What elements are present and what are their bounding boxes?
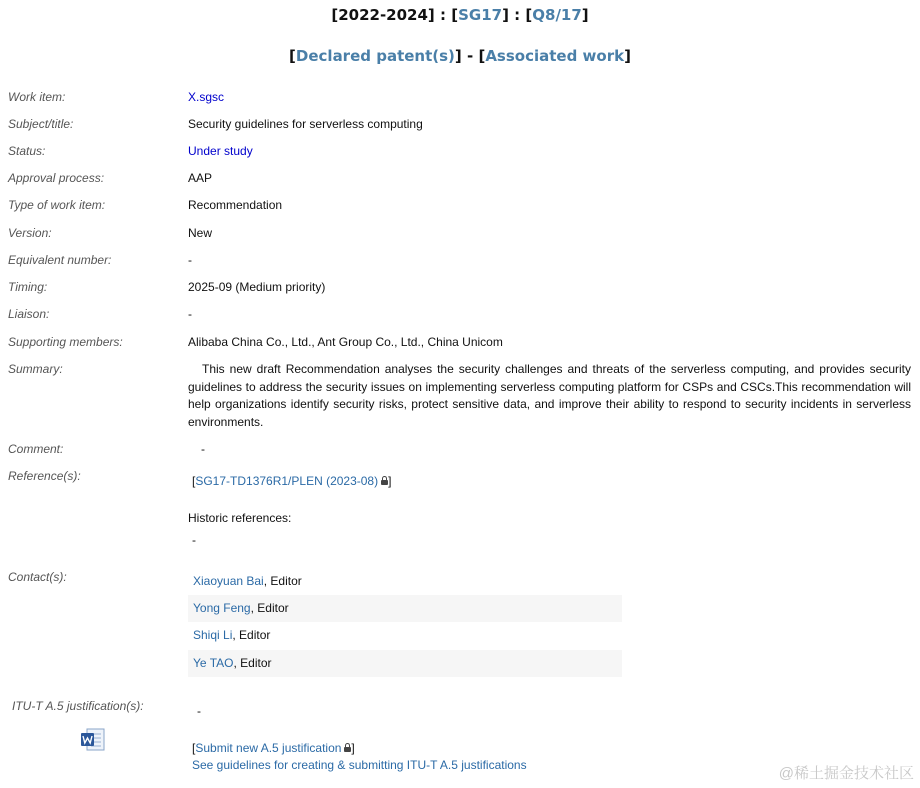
period-label: [2022-2024]: [331, 6, 435, 24]
supporting-label: Supporting members:: [8, 335, 123, 349]
type-label: Type of work item:: [8, 198, 106, 212]
approval-value: AAP: [188, 171, 213, 185]
contact-row: Xiaoyuan Bai, Editor: [193, 574, 302, 588]
historic-references-label: Historic references:: [188, 511, 292, 525]
references-label: Reference(s):: [8, 469, 81, 483]
timing-label: Timing:: [8, 280, 48, 294]
equivalent-label: Equivalent number:: [8, 253, 112, 267]
contacts-label: Contact(s):: [8, 570, 67, 584]
contact-name-link[interactable]: Shiqi Li: [193, 628, 233, 642]
liaison-label: Liaison:: [8, 307, 50, 321]
work-item-link[interactable]: X.sgsc: [188, 90, 225, 104]
version-value: New: [188, 226, 213, 240]
status-link[interactable]: Under study: [188, 144, 253, 158]
page-nav: [Declared patent(s)] - [Associated work]: [289, 47, 631, 65]
contact-row: Shiqi Li, Editor: [193, 628, 271, 642]
status-label: Status:: [8, 144, 46, 158]
a5-guidelines-link[interactable]: See guidelines for creating & submitting ITU-T A.5 justifications: [192, 758, 527, 772]
type-value: Recommendation: [188, 198, 283, 212]
lock-icon: [381, 480, 388, 485]
a5-label: ITU-T A.5 justification(s):: [12, 699, 144, 713]
reference-link[interactable]: SG17-TD1376R1/PLEN (2023-08): [195, 474, 379, 488]
declared-patents-link[interactable]: Declared patent(s): [295, 47, 455, 65]
summary-text: This new draft Recommendation analyses the security challenges and threats of the serverless computing, and provides security guidelines to address the security issues on implementing serverless computing platform for CSPs and CSCs.This recommendation will help organizations identify security risks, protect sensitive data, and improve their ability to respond to security incidents in serverless environments.: [188, 362, 911, 429]
approval-label: Approval process:: [8, 171, 105, 185]
watermark: @稀土掘金技术社区: [778, 765, 914, 782]
supporting-value: Alibaba China Co., Ltd., Ant Group Co., Ltd., China Unicom: [188, 335, 503, 349]
associated-work-link[interactable]: Associated work: [485, 47, 625, 65]
equivalent-value: -: [188, 253, 192, 267]
work-item-label: Work item:: [8, 90, 66, 104]
historic-references-value: -: [192, 533, 196, 547]
timing-value: 2025-09 (Medium priority): [188, 280, 326, 294]
breadcrumb: [2022-2024] : [SG17] : [Q8/17]: [331, 6, 589, 24]
subject-value: Security guidelines for serverless computing: [188, 117, 423, 131]
submit-a5-link[interactable]: Submit new A.5 justification: [195, 741, 342, 755]
lock-icon: [344, 747, 351, 752]
version-label: Version:: [8, 226, 52, 240]
contact-row: Yong Feng, Editor: [188, 595, 622, 622]
subject-label: Subject/title:: [8, 117, 74, 131]
summary-label: Summary:: [8, 362, 63, 376]
comment-value: -: [201, 442, 205, 456]
contact-name-link[interactable]: Yong Feng: [193, 601, 251, 615]
study-group-link[interactable]: SG17: [458, 6, 503, 24]
word-document-icon[interactable]: [80, 728, 106, 752]
a5-value: -: [197, 704, 201, 718]
question-link[interactable]: Q8/17: [532, 6, 582, 24]
contact-name-link[interactable]: Xiaoyuan Bai: [193, 574, 264, 588]
contact-name-link[interactable]: Ye TAO: [193, 656, 234, 670]
liaison-value: -: [188, 307, 192, 321]
submit-a5-entry: [Submit new A.5 justification ]: [192, 741, 355, 755]
reference-entry: [SG17-TD1376R1/PLEN (2023-08) ]: [192, 474, 392, 488]
comment-label: Comment:: [8, 442, 64, 456]
contact-row: Ye TAO, Editor: [188, 650, 622, 677]
